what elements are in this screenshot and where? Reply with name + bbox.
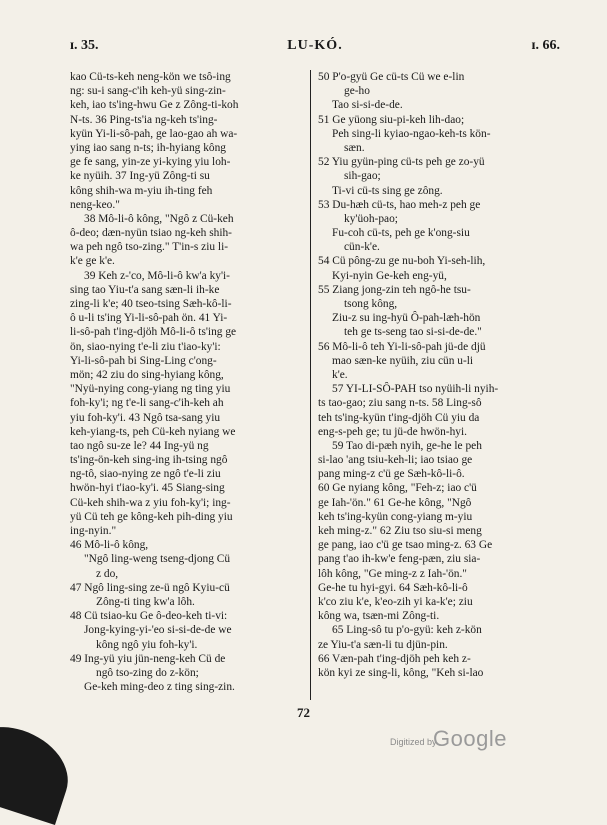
text-line: Yi-li-sô-pah bi Sing-Ling c'ong- — [70, 354, 217, 367]
text-line: 55 Ziang jong-zin teh ngô-he tsu- — [318, 283, 471, 296]
header-chapter-verse-left: ɪ. 35. — [70, 38, 99, 53]
text-line: Ge-keh ming-deo z ting sing-zin. — [84, 681, 235, 694]
text-line: ge Iah-'ön." 61 Ge-he kông, "Ngô — [318, 496, 472, 509]
text-line: 39 Keh z-'co, Mô-li-ô kw'a ky'i- — [84, 269, 230, 282]
text-line: lôh kông, "Ge ming-z z Iah-'ön." — [318, 567, 467, 580]
text-line: teh ts'ing-kyün t'ing-djöh Cü yiu da — [318, 411, 480, 424]
text-line: neng-keo." — [70, 198, 120, 211]
text-line: ge-ho — [344, 85, 370, 98]
text-line: sæn. — [344, 141, 365, 154]
text-line: yiu foh-ky'i. 43 Ngô tsa-sang yiu — [70, 411, 221, 424]
text-line: si-lao 'ang tsiu-keh-li; iao tsiao ge — [318, 454, 473, 467]
scan-shadow — [0, 715, 80, 825]
text-line: Ziu-z su ing-hyü Ô-pah-læh-hön — [332, 312, 481, 325]
text-line: ts tao-gao; ziu sang n-ts. 58 Ling-sô — [318, 397, 482, 410]
text-line: ô-deo; dæn-nyün tsiao ng-keh shih- — [70, 227, 232, 240]
text-line: mön; 42 ziu do sing-hyiang kông, — [70, 368, 224, 381]
text-line: zing-li k'e; 40 tseo-tsing Sæh-kô-li- — [70, 298, 232, 310]
google-watermark: Google — [433, 726, 507, 751]
text-line: 47 Ngô ling-sing ze-ü ngô Kyiu-cü — [70, 581, 230, 594]
text-line: tao ngô su-ze le? 44 Ing-yü ng — [70, 439, 209, 452]
text-line: Zông-ti ting kw'a lôh. — [96, 595, 195, 608]
text-line: wa peh ngô tso-zing." T'in-s ziu li- — [70, 241, 229, 254]
text-line: kông wa, tsæn-mi Zông-ti. — [318, 610, 440, 623]
text-line: Ti-vi cü-ts sing ge zông. — [332, 184, 443, 197]
text-line: eng-s-peh ge; tu jü-de hwön-hyi. — [318, 425, 467, 438]
text-line: pang t'ao ih-kw'e feng-pæn, ziu sia- — [318, 553, 481, 566]
text-line: Cü-keh shih-wa z yiu foh-ky'i; ing- — [70, 496, 231, 509]
text-line: Peh sing-li kyiao-ngao-keh-ts kön- — [332, 127, 491, 140]
text-line: ô u-li ts'ing Yi-li-sô-pah ön. 41 Yi- — [70, 312, 228, 325]
text-line: k'e. — [332, 368, 348, 381]
text-line: tsong kông, — [344, 298, 398, 310]
text-line: ngô tso-zing do z-kön; — [96, 666, 199, 679]
text-line: ts'ing-ön-keh sing-ing ih-tsing ngô — [70, 454, 228, 467]
text-line: 60 Ge nyiang kông, "Feh-z; iao c'ü — [318, 482, 477, 495]
text-line: ky'üoh-pao; — [344, 212, 398, 225]
text-line: kao Cü-ts-keh neng-kön we tsô-ing — [70, 71, 231, 83]
text-line: ze Yiu-t'a sæn-li tu djün-pin. — [318, 638, 448, 651]
text-line: ge pang, iao c'ü ge tsao ming-z. 63 Ge — [318, 539, 493, 552]
text-line: 53 Du-hæh cü-ts, hao meh-z peh ge — [318, 198, 481, 211]
text-line: 38 Mô-li-ô kông, "Ngô z Cü-keh — [84, 212, 234, 225]
text-line: 54 Cü pông-zu ge nu-boh Yi-seh-lih, — [318, 255, 486, 268]
text-line: yü Cü teh ge kông-keh pih-ding yiu — [70, 510, 233, 523]
text-line: ing-nyin." — [70, 525, 117, 537]
text-line: Fu-coh cü-ts, peh ge k'ong-siu — [332, 227, 470, 240]
text-line: 65 Ling-sô tu p'o-gyü: keh z-kön — [332, 624, 482, 637]
text-line: "Ngô ling-weng tseng-djong Cü — [84, 553, 231, 566]
text-line: sih-gao; — [344, 170, 381, 183]
text-line: li-sô-pah t'ing-djöh Mô-li-ô ts'ing ge — [70, 326, 237, 339]
text-line: 46 Mô-li-ô kông, — [70, 539, 149, 552]
page-number: 72 — [297, 705, 310, 720]
text-line: keh-yiang-ts, peh Cü-keh nyiang we — [70, 425, 236, 438]
text-line: Tao si-si-de-de. — [332, 99, 403, 112]
text-line: ke nyüih. 37 Ing-yü Zông-ti su — [70, 170, 210, 183]
text-line: 66 Væn-pah t'ing-djöh peh keh z- — [318, 652, 471, 665]
text-line: kön kyi ze sing-li, kông, "Keh si-lao — [318, 666, 484, 679]
text-line: mao sæn-ke nyüih, ziu cün u-li — [332, 354, 474, 367]
text-line: pang ming-z c'ü ge Sæh-kô-li-ô. — [318, 468, 465, 481]
digitized-by-label: Digitized by — [390, 737, 437, 747]
text-line: k'e ge k'e. — [70, 255, 115, 268]
text-line: Jong-kying-yi-'eo si-si-de-de we — [84, 624, 232, 637]
text-line: ying iao sang n-ts; ih-hyiang kông — [70, 141, 226, 154]
text-line: ng: su-i sang-c'ih keh-yü sing-zin- — [70, 85, 226, 98]
running-header — [70, 38, 560, 58]
text-line: "Nyü-nying cong-yiang ng ting yiu — [70, 383, 231, 396]
text-line: keh ming-z." 62 Ziu tso siu-si meng — [318, 525, 482, 537]
header-book-title: LU-KÓ. — [287, 38, 343, 53]
text-line: N-ts. 36 Ping-ts'ia ng-keh ts'ing- — [70, 113, 218, 126]
header-chapter-verse-right: ɪ. 66. — [531, 38, 560, 53]
text-line: ng-tô, siao-nying ze ngô t'e-li ziu — [70, 468, 221, 481]
text-line: keh, iao ts'ing-hwu Ge z Zông-ti-koh — [70, 99, 239, 112]
right-text-column — [318, 70, 580, 680]
text-line: 51 Ge yüong siu-pi-keh lih-dao; — [318, 113, 465, 126]
text-line: sing tao Yiu-t'a sang sæn-li ih-ke — [70, 283, 220, 296]
text-line: 52 Yiu gyün-ping cü-ts peh ge zo-yü — [318, 156, 485, 169]
text-line: ge fe sang, yin-ze yi-kying yiu loh- — [70, 156, 231, 169]
text-line: 50 P'o-gyü Ge cü-ts Cü we e-lin — [318, 71, 465, 83]
text-line: foh-ky'i; ng t'e-li sang-c'ih-keh ah — [70, 397, 224, 410]
column-divider — [310, 70, 311, 700]
text-line: 59 Tao di-pæh nyih, ge-he le peh — [332, 439, 482, 452]
left-text-column — [70, 70, 302, 694]
text-line: k'co ziu k'e, k'eo-zih yi ka-k'e; ziu — [318, 595, 473, 608]
text-line: 49 Ing-yü yiu jün-neng-keh Cü de — [70, 652, 226, 665]
text-line: z do, — [96, 567, 119, 580]
text-line: hwön-hyi t'iao-ky'i. 45 Siang-sing — [70, 482, 225, 495]
text-line: 57 YI-LI-SÔ-PAH tso nyüih-li nyih- — [332, 383, 499, 396]
text-line: Ge-he tu hyi-gyi. 64 Sæh-kô-li-ô — [318, 581, 468, 594]
text-line: ön, siao-nying t'e-li ziu t'iao-ky'i: — [70, 340, 221, 353]
text-line: kyün Yi-li-sô-pah, ge lao-gao ah wa- — [70, 127, 238, 140]
text-line: kông shih-wa m-yiu ih-ting feh — [70, 184, 213, 197]
text-line: teh ge ts-seng tao si-si-de-de." — [344, 326, 482, 339]
text-line: 48 Cü tsiao-ku Ge ô-deo-keh ti-vi: — [70, 610, 228, 623]
text-line: Kyi-nyin Ge-keh eng-yü, — [332, 269, 447, 282]
text-line: kông ngô yiu foh-ky'i. — [96, 638, 198, 651]
text-line: keh ts'ing-kyün cong-yiang m-yiu — [318, 510, 473, 523]
text-line: cün-k'e. — [344, 241, 380, 254]
text-line: 56 Mô-li-ô teh Yi-li-sô-pah jü-de djü — [318, 340, 486, 353]
